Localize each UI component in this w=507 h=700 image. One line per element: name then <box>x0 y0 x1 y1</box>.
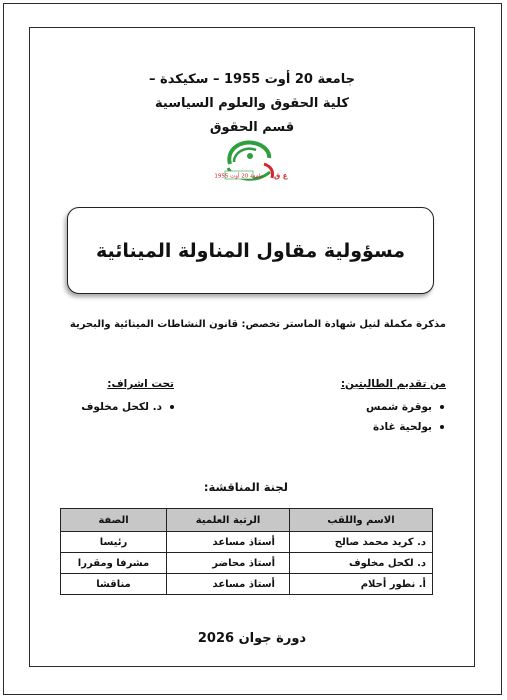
member-name: أ. نطور أحلام <box>290 574 433 595</box>
bullet-icon <box>440 405 444 409</box>
committee-title: لجنة المناقشة: <box>203 480 288 494</box>
member-name: د. لكحل مخلوف <box>290 553 433 574</box>
member-role: مناقشا <box>61 574 167 595</box>
table-header-row <box>61 509 433 532</box>
thesis-title: مسؤولية مقاول المناولة المينائية <box>95 239 406 262</box>
member-role: رئيسا <box>61 532 167 553</box>
member-rank: أستاذ مساعد <box>167 532 290 553</box>
column-header-name: الاسم واللقب <box>290 509 433 532</box>
students-list <box>366 398 444 438</box>
faculty-name: كلية الحقوق والعلوم السياسية <box>155 96 349 111</box>
supervisor-list <box>81 398 174 418</box>
students-heading: من تقديم الطالبتين: <box>340 378 446 390</box>
table-row <box>61 553 433 574</box>
table-row <box>61 574 433 595</box>
thesis-title-box <box>67 207 434 294</box>
supervisor-item: د. لكحل مخلوف <box>81 398 174 418</box>
column-header-rank: الرتبة العلمية <box>167 509 290 532</box>
student-item: بوقرة شمس <box>366 398 444 418</box>
member-role: مشرفا ومقررا <box>61 553 167 574</box>
logo-caption: جامعة 20 أوت 1955 <box>214 173 264 180</box>
bullet-icon <box>440 425 444 429</box>
svg-text:ع ق: ع ق <box>274 172 288 180</box>
bullet-icon <box>170 405 174 409</box>
table-row <box>61 532 433 553</box>
student-item: بولحية غادة <box>366 418 444 438</box>
thesis-subtitle: مذكرة مكملة لنيل شهادة الماستر تخصص: قانون النشاطات المينائية والبحرية <box>69 319 446 330</box>
university-name: جامعة 20 أوت 1955 – سكيكدة – <box>149 72 355 87</box>
session-date: دورة جوان 2026 <box>197 631 307 646</box>
member-rank: أستاذ محاضر <box>167 553 290 574</box>
page-inner-border <box>29 27 475 667</box>
supervision-heading: تحت اشراف: <box>107 378 174 390</box>
column-header-role: الصفة <box>61 509 167 532</box>
department-name: قسم الحقوق <box>209 120 295 135</box>
university-logo <box>214 134 288 188</box>
member-rank: أستاذ مساعد <box>167 574 290 595</box>
committee-table <box>60 508 433 595</box>
member-name: د. كريد محمد صالح <box>290 532 433 553</box>
university-logo-graphic <box>214 134 288 188</box>
